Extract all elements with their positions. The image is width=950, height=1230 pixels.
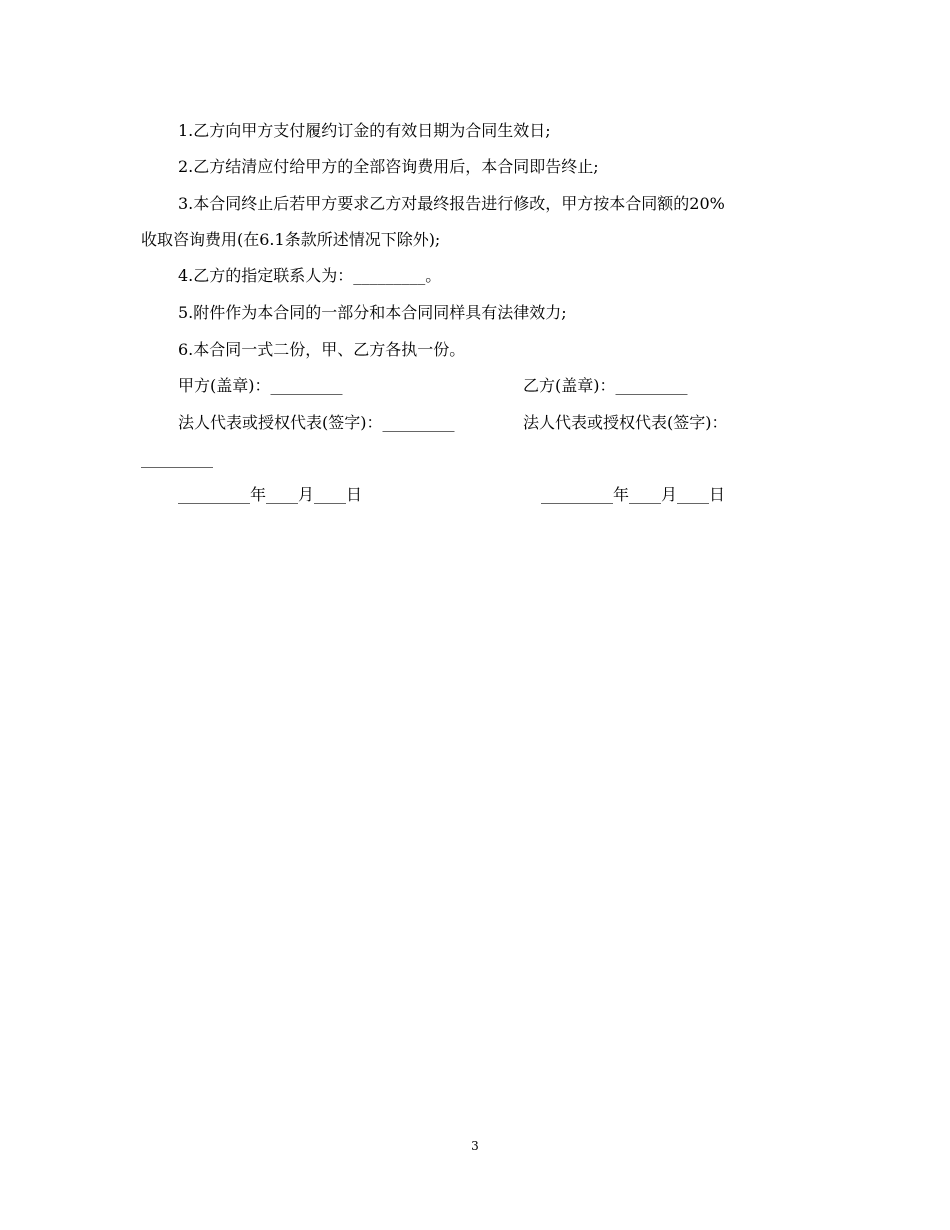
page-number: 3: [471, 1139, 479, 1153]
party-a-representative-line: 法人代表或授权代表(签字)：_________: [178, 413, 455, 432]
clause-3-continuation: 收取咨询费用(在6.1条款所述情况下除外);: [141, 230, 441, 249]
party-b-representative-blank: _________: [141, 449, 213, 468]
party-b-date-line: _________年____月____日: [541, 485, 726, 504]
clause-5: 5.附件作为本合同的一部分和本合同同样具有法律效力;: [178, 303, 567, 322]
clause-4: 4.乙方的指定联系人为：_________。: [178, 266, 442, 285]
party-b-seal-line: 乙方(盖章)：_________: [523, 376, 688, 395]
party-a-seal-line: 甲方(盖章)：_________: [178, 376, 343, 395]
clause-1: 1.乙方向甲方支付履约订金的有效日期为合同生效日;: [178, 121, 551, 140]
party-a-date-line: _________年____月____日: [178, 485, 363, 504]
party-b-representative-line: 法人代表或授权代表(签字)：: [523, 413, 728, 432]
clause-6: 6.本合同一式二份，甲、乙方各执一份。: [178, 340, 466, 359]
clause-2: 2.乙方结清应付给甲方的全部咨询费用后，本合同即告终止;: [178, 157, 599, 176]
clause-3: 3.本合同终止后若甲方要求乙方对最终报告进行修改，甲方按本合同额的20%: [178, 194, 725, 213]
